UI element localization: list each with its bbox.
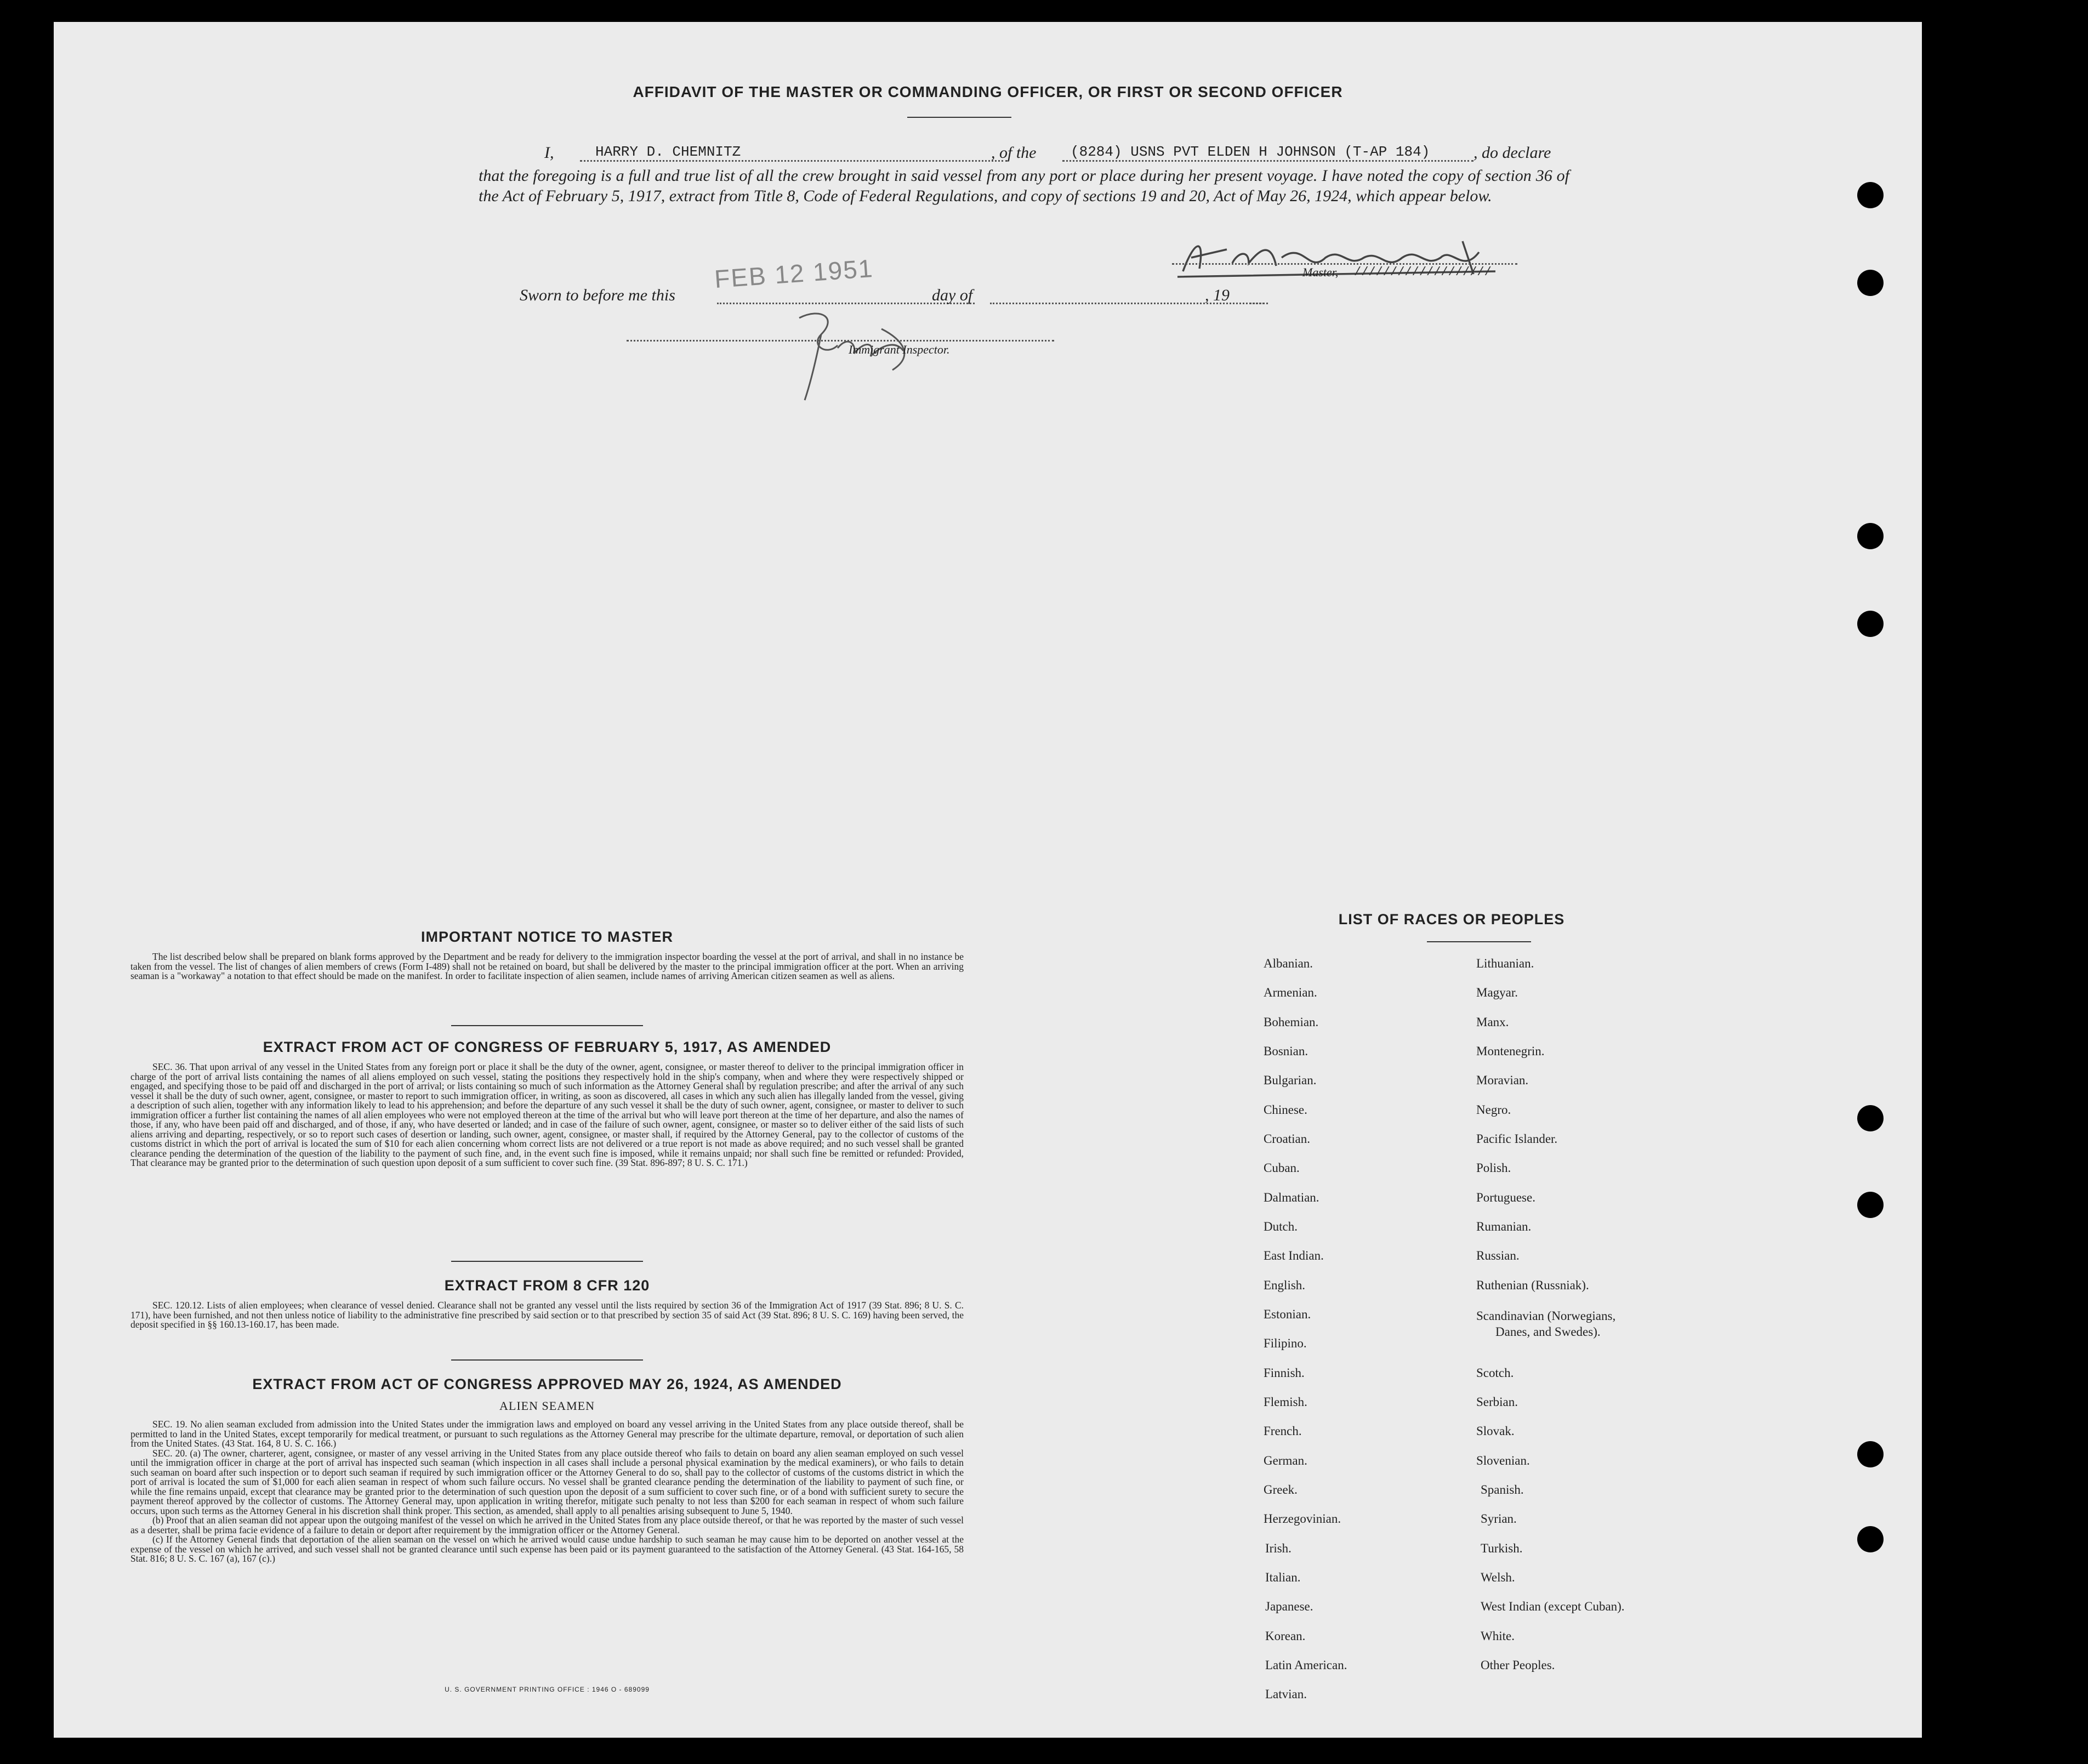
- section-divider: [451, 1025, 643, 1026]
- extract-cfr-paragraph: SEC. 120.12. Lists of alien employees; when clearance of vessel denied. Clearance shall not be granted any vessel until the lists required by section 36 of the Immigration Act of 1917 (39 Stat. 896; 8 U. S. C. 171), have been furnished, and not then unless notice of liability to the administrative fine prescribed by said section or to that prescribed by section 35 of said Act (39 Stat. 896; 8 U. S. C. 169) having been served, the deposit specified in §§ 160.13-160.17, has been made.: [130, 1300, 964, 1330]
- inspector-signature-line: [627, 340, 1054, 342]
- races-title: LIST OF RACES OR PEOPLES: [1338, 911, 1565, 927]
- vessel-line: [1062, 160, 1473, 162]
- do-declare-label: , do declare: [1473, 144, 1551, 162]
- extract-1917-title: EXTRACT FROM ACT OF CONGRESS OF FEBRUARY 5, 1917, AS AMENDED: [263, 1039, 832, 1055]
- extract-1924-paragraph: (c) If the Attorney General finds that deportation of the alien seaman on the vessel on which he arrived would cause undue hardship to such seaman he may cause him to be deported on another vessel at the expense of the vessel on which he arrived, and such vessel shall not be granted clearance until such expense has been paid or its payment guaranteed to the satisfaction of the Attorney General. (43 Stat. 164-165, 58 Stat. 816; 8 U. S. C. 167 (a), 167 (c).): [130, 1534, 964, 1564]
- punch-hole: [1857, 1526, 1884, 1552]
- race-item: Armenian.: [1264, 986, 1317, 999]
- extract-1924-subtitle: ALIEN SEAMEN: [499, 1399, 595, 1413]
- document-page: [54, 22, 1922, 1738]
- races-title-underline: [1427, 941, 1531, 942]
- race-item: Italian.: [1265, 1570, 1301, 1584]
- race-item: White.: [1481, 1629, 1515, 1643]
- race-item: Turkish.: [1481, 1541, 1523, 1555]
- extract-1924-paragraph: SEC. 20. (a) The owner, charterer, agent, consignee, or master of any vessel arriving in the United States from any place outside thereof who fails to detain on board any alien seaman employed on such vessel until the immigration officer in charge at the port of arrival has inspected such seaman (which inspection in all cases shall include a personal physical examination by the medical examiners), or who fails to detain such seaman on board after such inspection or to deport such seaman if required by such immigration officer or the Attorney General to do so, shall pay to the collector of customs of the customs district in which the port of arrival is located the sum of $1,000 for each alien seaman in respect of whom such failure occurs. No vessel shall be granted clearance pending the determination of the liability to payment of such fine, or while the fine remains unpaid, except that clearance may be granted prior to the determination of such question upon the deposit of a sum sufficient to cover such fine, or of a bond with sufficient surety to secure the payment thereof approved by the collector of customs. The Attorney General may, upon application in writing therefor, mitigate such penalty to not less than $200 for each seaman in respect of whom such failure occurs, upon such terms as the Attorney General in his discretion shall think proper. This section, as amended, shall apply to all penalties arising subsequent to June 5, 1940.: [130, 1447, 964, 1516]
- extract-cfr-title: EXTRACT FROM 8 CFR 120: [444, 1277, 650, 1294]
- date-stamp: FEB 12 1951: [713, 253, 874, 294]
- race-item: Serbian.: [1476, 1395, 1518, 1409]
- race-item: Dalmatian.: [1264, 1191, 1319, 1204]
- race-item: Bosnian.: [1264, 1044, 1308, 1058]
- name-line: [580, 160, 1008, 162]
- master-signature-line: [1172, 263, 1517, 265]
- race-item: Dutch.: [1264, 1220, 1298, 1233]
- race-item: West Indian (except Cuban).: [1481, 1600, 1625, 1613]
- race-item: Moravian.: [1476, 1073, 1529, 1087]
- affidavit-title: AFFIDAVIT OF THE MASTER OR COMMANDING OFFICER, OR FIRST OR SECOND OFFICER: [633, 83, 1343, 100]
- punch-hole: [1857, 611, 1884, 637]
- race-item: Cuban.: [1264, 1161, 1300, 1175]
- race-item: Portuguese.: [1476, 1191, 1535, 1204]
- race-item: Lithuanian.: [1476, 957, 1534, 970]
- punch-hole: [1857, 523, 1884, 549]
- race-item: Ruthenian (Russniak).: [1476, 1278, 1589, 1292]
- inspector-label: Immigrant Inspector.: [849, 343, 950, 356]
- race-item: Bohemian.: [1264, 1015, 1319, 1029]
- race-item: Russian.: [1476, 1249, 1520, 1262]
- race-item: Croatian.: [1264, 1132, 1310, 1146]
- race-item: Latvian.: [1265, 1687, 1307, 1701]
- notice-paragraph: The list described below shall be prepared on blank forms approved by the Department and be ready for delivery to the immigration inspector boarding the vessel at the port of arrival, and shall in no instance be taken from the vessel. The list of changes of alien members of crews (Form I-489) shall not be retained on board, but shall be delivered by the master to the principal immigration officer at the port. When an arriving seaman is a "workaway" a notation to that effect should be made on the manifest. In order to facilitate inspection of alien seamen, include names of arriving American citizen seamen as well as aliens.: [130, 951, 964, 981]
- race-item: Albanian.: [1264, 957, 1313, 970]
- race-item: Scotch.: [1476, 1366, 1514, 1380]
- race-item: Chinese.: [1264, 1103, 1307, 1117]
- title-underline: [907, 117, 1011, 118]
- extract-1917-paragraph: SEC. 36. That upon arrival of any vessel in the United States from any foreign port or place it shall be the duty of the owner, agent, consignee, or master thereof to deliver to the principal immigration officer in charge of the port of arrival lists containing the names of all aliens employed on such vessel, stating the positions they respectively hold in the ship's company, when and where they were respectively shipped or engaged, and specifying those to be paid off and discharged in the port of arrival; or lists containing so much of such information as the Attorney General shall by regulation prescribe; and after the arrival of any such vessel it shall be the duty of such owner, agent, consignee, or master to report to such immigration officer, in writing, as soon as discovered, all cases in which any such alien has illegally landed from the vessel, giving a description of such alien, together with any information likely to lead to his apprehension; and before the departure of any such vessel it shall be the duty of such owner, agent, consignee, or master to deliver to such immigration officer a further list containing the names of all alien employees who were not employed thereon at the time of the arrival but who will leave port thereon at the time of her departure, and also the names of those, if any, who have been paid off and discharged, and of those, if any, who have deserted or landed; and in case of the failure of such owner, agent, consignee, or master so to deliver either of the said lists of such aliens arriving and departing, respectively, or so to report such cases of desertion or landing, such owner, agent, consignee, or master shall, if required by the Attorney General, pay to the collector of customs of the customs district in which the port of arrival is located the sum of $10 for each alien concerning whom correct lists are not delivered or a true report is not made as above required; and no such vessel shall be granted clearance pending the determination of the question of the liability to the payment of such fine, and, in the event such fine is imposed, while it remains unpaid; nor shall such fine be remitted or refunded: Provided, That clearance may be granted prior to the determination of such question upon deposit of a sum sufficient to cover such fine. (39 Stat. 896-897; 8 U. S. C. 171.): [130, 1061, 964, 1168]
- punch-hole: [1857, 1105, 1884, 1131]
- punch-hole: [1857, 270, 1884, 296]
- race-item: English.: [1264, 1278, 1306, 1292]
- race-item: Slovak.: [1476, 1424, 1515, 1438]
- year-label: , 19: [1205, 286, 1230, 304]
- race-item: Polish.: [1476, 1161, 1511, 1175]
- race-item: Estonian.: [1264, 1307, 1311, 1321]
- printer-line: U. S. GOVERNMENT PRINTING OFFICE : 1946 O - 689099: [445, 1686, 650, 1693]
- race-item: Slovenian.: [1476, 1454, 1530, 1467]
- race-item: Filipino.: [1264, 1336, 1307, 1350]
- race-item: East Indian.: [1264, 1249, 1324, 1262]
- race-item: Magyar.: [1476, 986, 1518, 999]
- race-item: German.: [1264, 1454, 1307, 1467]
- race-item: Japanese.: [1265, 1600, 1313, 1613]
- section-divider: [451, 1359, 643, 1361]
- strikethrough-titles: ///////////////////: [1354, 265, 1492, 279]
- race-item: Flemish.: [1264, 1395, 1307, 1409]
- race-item: Latin American.: [1265, 1658, 1347, 1672]
- vessel-name: (8284) USNS PVT ELDEN H JOHNSON (T-AP 184): [1071, 144, 1430, 160]
- race-item: Scandinavian (Norwegians,: [1476, 1309, 1616, 1323]
- notice-body: [130, 952, 964, 981]
- master-name: HARRY D. CHEMNITZ: [595, 144, 741, 160]
- race-item: Finnish.: [1264, 1366, 1305, 1380]
- affidavit-body: that the foregoing is a full and true list of all the crew brought in said vessel from any port or place during her present voyage. I have noted the copy of section 36 of the Act of February 5, 1917, extract from Title 8, Code of Federal Regulations, and copy of sections 19 and 20, Act of May 26, 1924, which appear below.: [479, 167, 1569, 205]
- race-item: Manx.: [1476, 1015, 1509, 1029]
- section-divider: [451, 1261, 643, 1262]
- race-item: Greek.: [1264, 1483, 1298, 1496]
- affidavit-i-label: I,: [544, 144, 554, 162]
- notice-title: IMPORTANT NOTICE TO MASTER: [421, 929, 673, 945]
- race-item: Spanish.: [1481, 1483, 1524, 1496]
- race-item: Syrian.: [1481, 1512, 1517, 1526]
- punch-hole: [1857, 1441, 1884, 1467]
- extract-1924-title: EXTRACT FROM ACT OF CONGRESS APPROVED MAY 26, 1924, AS AMENDED: [252, 1376, 842, 1392]
- race-item: Irish.: [1265, 1541, 1292, 1555]
- year-line: [1246, 303, 1268, 304]
- sworn-label: Sworn to before me this: [520, 286, 675, 304]
- race-item: Danes, and Swedes).: [1495, 1325, 1601, 1339]
- race-item: Other Peoples.: [1481, 1658, 1555, 1672]
- extract-1924-paragraph: SEC. 19. No alien seaman excluded from admission into the United States under the immigration laws and employed on board any vessel arriving in the United States from any place outside thereof, shall be permitted to land in the United States, except temporarily for medical treatment, or pursuant to such regulations as the Attorney General may prescribe for the ultimate departure, removal, or deportation of such alien from the United States. (43 Stat. 164, 8 U. S. C. 166.): [130, 1419, 964, 1449]
- extract-1924-paragraph: (b) Proof that an alien seaman did not appear upon the outgoing manifest of the vessel on which he arrived in the United States from any place outside thereof, or that he was reported by the master of such vessel as a deserter, shall be prima facie evidence of a failure to detain or deport after requirement by the immigration officer or the Attorney General.: [130, 1515, 964, 1535]
- extract-1924-body: [130, 1420, 964, 1564]
- race-item: Herzegovinian.: [1264, 1512, 1341, 1526]
- race-item: Rumanian.: [1476, 1220, 1532, 1233]
- race-item: Korean.: [1265, 1629, 1306, 1643]
- of-the-label: , of the: [991, 144, 1037, 162]
- extract-cfr-body: [130, 1301, 964, 1330]
- extract-1917-body: [130, 1062, 964, 1168]
- race-item: Pacific Islander.: [1476, 1132, 1558, 1146]
- punch-hole: [1857, 182, 1884, 208]
- race-item: Montenegrin.: [1476, 1044, 1545, 1058]
- master-label: Master,: [1302, 265, 1339, 279]
- punch-hole: [1857, 1192, 1884, 1218]
- race-item: Negro.: [1476, 1103, 1511, 1117]
- race-item: Bulgarian.: [1264, 1073, 1317, 1087]
- race-item: Welsh.: [1481, 1570, 1515, 1584]
- race-item: French.: [1264, 1424, 1302, 1438]
- day-of-label: day of: [932, 286, 973, 304]
